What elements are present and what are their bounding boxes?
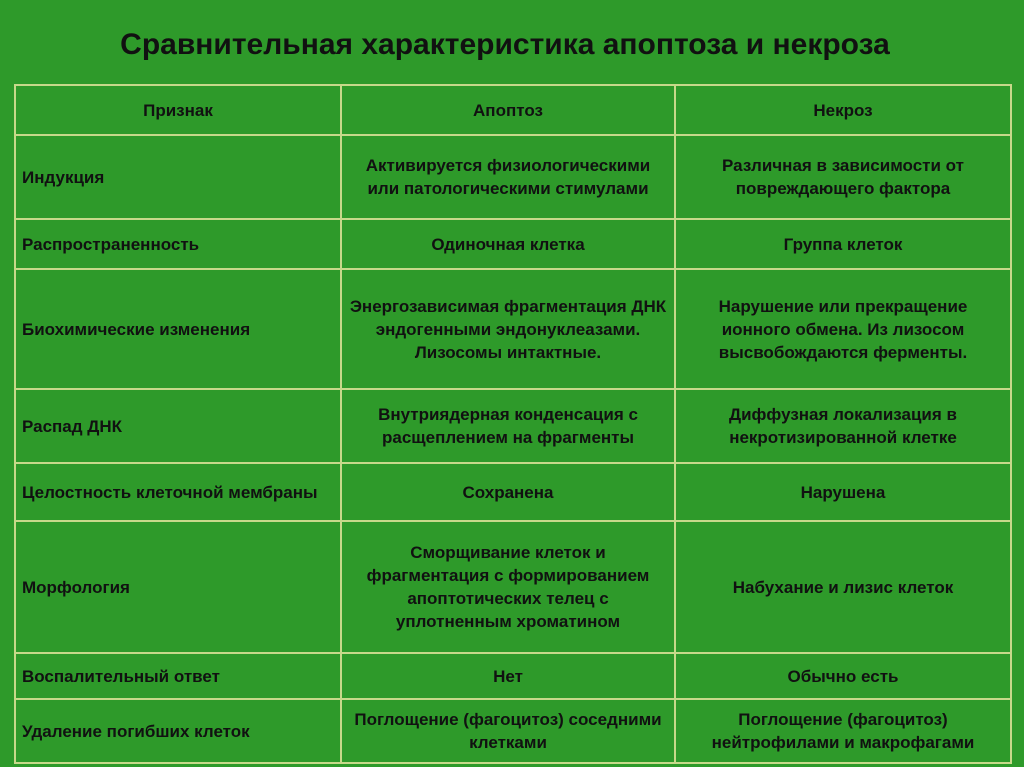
header-apoptosis: Апоптоз	[341, 85, 675, 135]
comparison-table	[14, 84, 1012, 764]
necrosis-cell: Нарушена	[675, 463, 1011, 521]
feature-cell: Воспалительный ответ	[15, 653, 341, 699]
table-row	[15, 269, 1011, 389]
necrosis-cell: Нарушение или прекращение ионного обмена. Из лизосом высвобождаются ферменты.	[675, 269, 1011, 389]
header-feature: Признак	[15, 85, 341, 135]
apoptosis-cell: Одиночная клетка	[341, 219, 675, 269]
header-necrosis: Некроз	[675, 85, 1011, 135]
feature-cell: Распад ДНК	[15, 389, 341, 463]
table-row	[15, 219, 1011, 269]
feature-cell: Целостность клеточной мембраны	[15, 463, 341, 521]
feature-cell: Индукция	[15, 135, 341, 219]
table-row	[15, 521, 1011, 653]
page-title: Сравнительная характеристика апоптоза и некроза	[120, 28, 890, 61]
feature-cell: Распространенность	[15, 219, 341, 269]
feature-cell: Биохимические изменения	[15, 269, 341, 389]
apoptosis-cell: Сморщивание клеток и фрагментация с формированием апоптотических телец с уплотненным хроматином	[341, 521, 675, 653]
feature-cell: Морфология	[15, 521, 341, 653]
necrosis-cell: Группа клеток	[675, 219, 1011, 269]
apoptosis-cell: Активируется физиологическими или патологическими стимулами	[341, 135, 675, 219]
apoptosis-cell: Нет	[341, 653, 675, 699]
necrosis-cell: Различная в зависимости от повреждающего фактора	[675, 135, 1011, 219]
apoptosis-cell: Сохранена	[341, 463, 675, 521]
table-row	[15, 389, 1011, 463]
apoptosis-cell: Внутриядерная конденсация с расщеплением на фрагменты	[341, 389, 675, 463]
necrosis-cell: Обычно есть	[675, 653, 1011, 699]
apoptosis-cell: Энергозависимая фрагментация ДНК эндогенными эндонуклеазами. Лизосомы интактные.	[341, 269, 675, 389]
feature-cell: Удаление погибших клеток	[15, 699, 341, 763]
necrosis-cell: Поглощение (фагоцитоз) нейтрофилами и макрофагами	[675, 699, 1011, 763]
apoptosis-cell: Поглощение (фагоцитоз) соседними клетками	[341, 699, 675, 763]
header-row	[15, 85, 1011, 135]
table-row	[15, 699, 1011, 763]
necrosis-cell: Набухание и лизис клеток	[675, 521, 1011, 653]
table-row	[15, 135, 1011, 219]
necrosis-cell: Диффузная локализация в некротизированной клетке	[675, 389, 1011, 463]
table-row	[15, 653, 1011, 699]
table-row	[15, 463, 1011, 521]
